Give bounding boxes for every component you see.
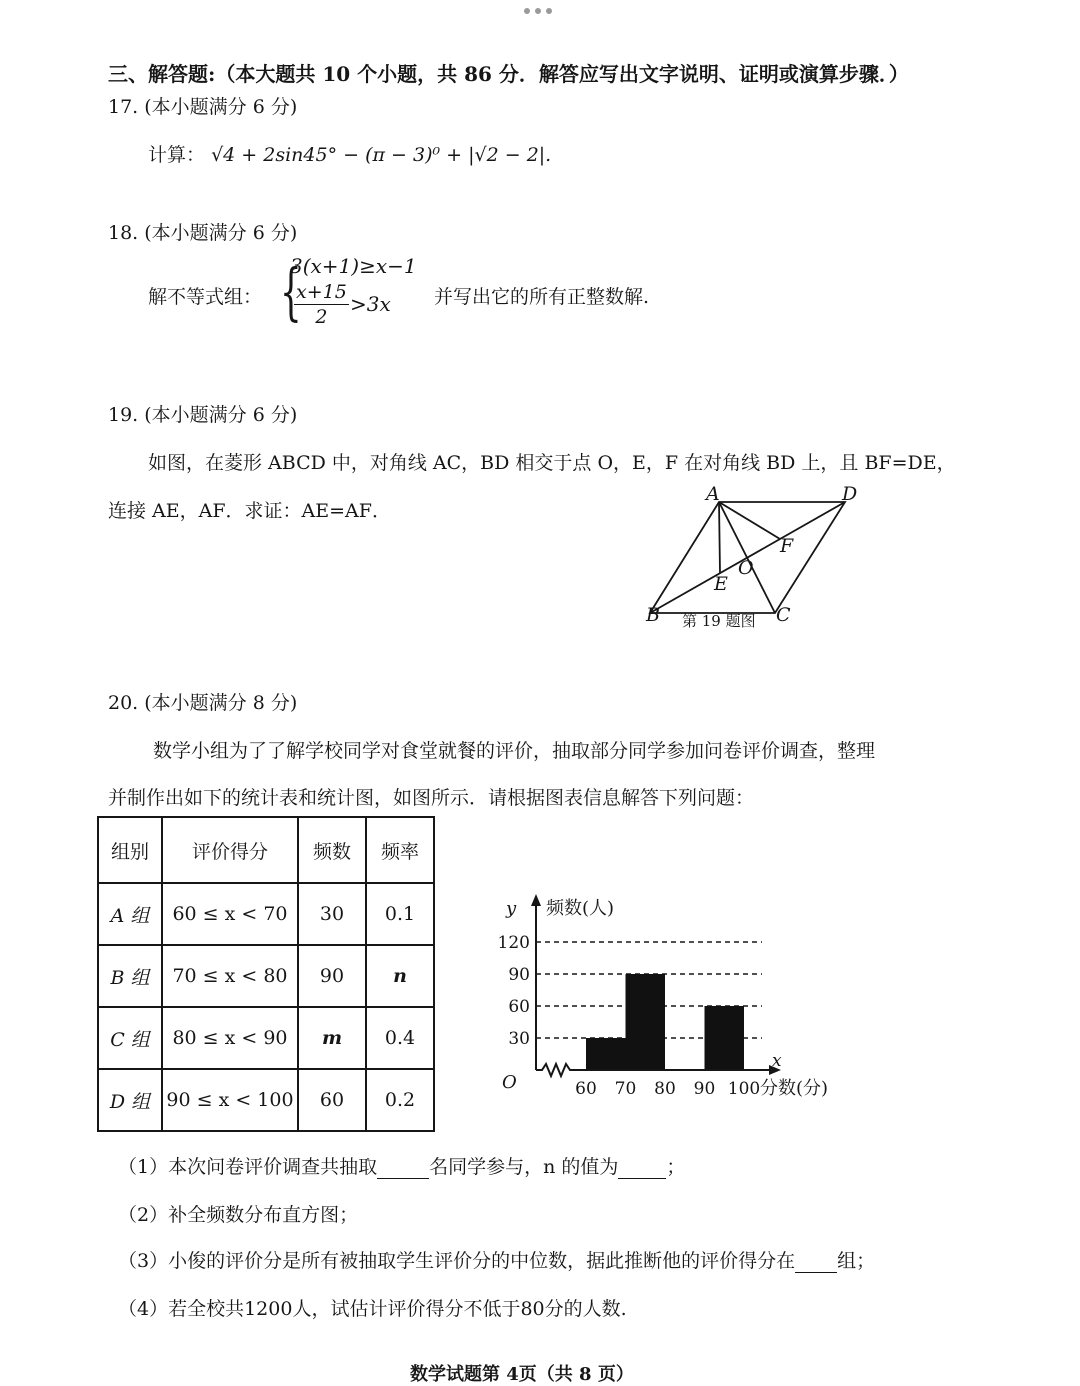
answer-blank-2[interactable]	[618, 1156, 666, 1179]
y-axis-arrow	[531, 894, 541, 906]
answer-blank-3[interactable]	[795, 1250, 837, 1273]
y-axis-letter: y	[506, 898, 517, 919]
q20-para2: 并制作出如下的统计表和统计图，如图所示．请根据图表信息解答下列问题：	[108, 787, 755, 809]
fraction-denominator: 2	[315, 306, 328, 328]
cell-group: C 组	[98, 1007, 162, 1069]
rhombus-figure	[630, 478, 870, 638]
q17-body	[148, 140, 551, 167]
x-tick-label: 70	[614, 1079, 637, 1099]
cell-rate: 0.2	[366, 1069, 434, 1131]
label-o: O	[738, 557, 754, 579]
table-row	[98, 1007, 434, 1069]
sub3-text-b: 组；	[837, 1250, 876, 1272]
cell-frequency: 60	[298, 1069, 366, 1131]
cell-frequency: m	[298, 1007, 366, 1069]
q20-sub4: （4）若全校共1200人，试估计评价得分不低于80分的人数.	[118, 1298, 627, 1320]
q17-heading: 17. (本小题满分 6 分)	[108, 96, 298, 118]
q17-prefix: 计算：	[148, 144, 206, 166]
cell-score: 70 ≤ x < 80	[162, 945, 298, 1007]
frequency-histogram	[490, 888, 860, 1108]
cell-frequency: 30	[298, 883, 366, 945]
label-d: D	[842, 483, 858, 505]
cell-rate: 0.1	[366, 883, 434, 945]
header-frequency: 频数	[298, 817, 366, 883]
table-row	[98, 945, 434, 1007]
q20-sub2: （2）补全频数分布直方图；	[118, 1204, 359, 1226]
sub1-text-c: ；	[666, 1156, 686, 1178]
histogram-bar	[626, 974, 666, 1070]
segment-ae	[719, 502, 720, 573]
table-row	[98, 1069, 434, 1131]
q19-line1: 如图，在菱形 ABCD 中，对角线 AC，BD 相交于点 O，E，F 在对角线 BD 上，且 BF=DE，	[148, 452, 956, 474]
q18-suffix: 并写出它的所有正整数解.	[434, 286, 650, 308]
q18-prefix: 解不等式组：	[148, 286, 263, 308]
cell-group: B 组	[98, 945, 162, 1007]
x-tick-label: 90	[693, 1079, 716, 1099]
cell-rate: 0.4	[366, 1007, 434, 1069]
x-axis-letter: x	[772, 1051, 782, 1071]
page-indicator	[524, 8, 552, 14]
header-rate: 频率	[366, 817, 434, 883]
label-f: F	[780, 535, 794, 557]
histogram-bar	[586, 1038, 626, 1070]
cell-rate: n	[366, 945, 434, 1007]
x-tick-label: 60	[575, 1079, 597, 1099]
sub1-text-a: （1）本次问卷评价调查共抽取	[118, 1156, 378, 1178]
label-b: B	[646, 604, 660, 626]
q17-expression: √4 + 2sin45° − (π − 3)⁰ + |√2 − 2|.	[211, 144, 552, 166]
sub1-text-b: 名同学参与，n 的值为	[429, 1156, 619, 1178]
label-a: A	[706, 483, 720, 505]
label-e: E	[714, 573, 728, 595]
y-tick-label: 120	[497, 933, 530, 953]
y-tick-label: 90	[508, 965, 530, 985]
q20-para1: 数学小组为了了解学校同学对食堂就餐的评价，抽取部分同学参加问卷评价调查，整理	[153, 740, 876, 762]
cell-frequency: 90	[298, 945, 366, 1007]
table-row	[98, 883, 434, 945]
q19-line2: 连接 AE，AF．求证：AE=AF．	[108, 500, 391, 522]
cell-group: D 组	[98, 1069, 162, 1131]
q20-sub1	[118, 1152, 685, 1179]
q20-heading: 20. (本小题满分 8 分)	[108, 692, 298, 714]
header-score: 评价得分	[162, 817, 298, 883]
inequality-2-rest: >3x	[350, 292, 391, 316]
inequality-1: 3(x+1)≥x−1	[290, 254, 417, 278]
histogram-bar	[705, 1006, 745, 1070]
figure-caption: 第 19 题图	[682, 612, 756, 630]
section-header: 三、解答题:（本大题共 10 个小题，共 86 分．解答应写出文字说明、证明或演算步骤．）	[108, 62, 909, 86]
page-footer: 数学试题第 4页（共 8 页）	[410, 1364, 634, 1385]
fraction	[294, 280, 349, 329]
table-header-row	[98, 817, 434, 883]
q18-heading: 18. (本小题满分 6 分)	[108, 222, 298, 244]
cell-group: A 组	[98, 883, 162, 945]
cell-score: 60 ≤ x < 70	[162, 883, 298, 945]
y-axis-label: 频数(人)	[546, 898, 615, 919]
header-group: 组别	[98, 817, 162, 883]
cell-score: 80 ≤ x < 90	[162, 1007, 298, 1069]
statistics-table	[97, 816, 435, 1132]
q20-sub3	[118, 1246, 875, 1273]
x-tick-label: 100	[727, 1079, 761, 1099]
y-tick-label: 60	[508, 997, 530, 1017]
brace: {	[280, 255, 302, 328]
q19-heading: 19. (本小题满分 6 分)	[108, 404, 298, 426]
y-tick-label: 30	[508, 1029, 530, 1049]
x-tick-label: 80	[654, 1079, 676, 1099]
cell-score: 90 ≤ x < 100	[162, 1069, 298, 1131]
answer-blank-1[interactable]	[377, 1156, 429, 1179]
sub3-text-a: （3）小俊的评价分是所有被抽取学生评价分的中位数，据此推断他的评价得分在	[118, 1250, 796, 1272]
x-axis-label: 分数(分)	[760, 1078, 829, 1099]
origin-label: O	[502, 1072, 517, 1093]
label-c: C	[776, 604, 791, 626]
fraction-numerator: x+15	[296, 281, 347, 303]
